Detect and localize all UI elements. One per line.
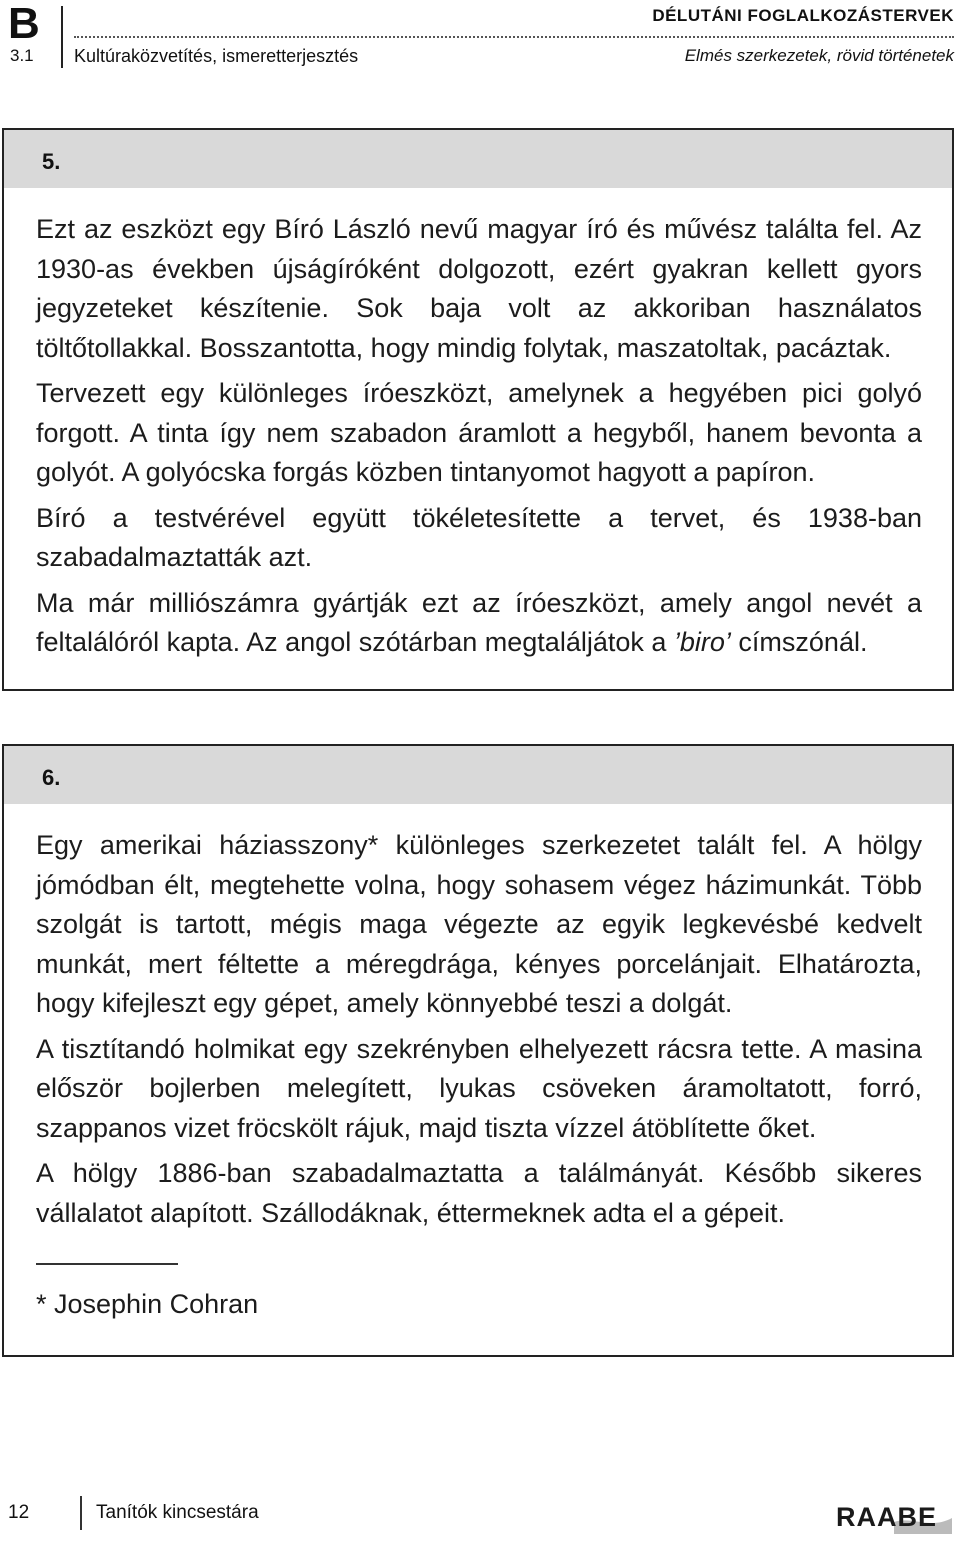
story-box-6: [2, 744, 954, 1357]
header-divider: [61, 6, 63, 68]
footnote: * Josephin Cohran: [36, 1289, 259, 1319]
story-body: [4, 804, 952, 1321]
italic-term: ’biro’: [673, 627, 731, 657]
paragraph-ending: címszónál.: [730, 627, 868, 657]
footnote-separator: [36, 1263, 178, 1265]
publication-name: Tanítók kincsestára: [96, 1502, 259, 1523]
story-box-header: [4, 130, 952, 188]
story-paragraph: [36, 584, 922, 663]
page-number: 12: [8, 1502, 30, 1523]
page-subtitle: Elmés szerkezetek, rövid történetek: [684, 46, 954, 65]
raabe-logo: [834, 1496, 954, 1536]
section-number: 3.1: [10, 46, 34, 65]
story-paragraph: Bíró a testvérével együtt tökéletesítette a tervet, és 1938-ban szabadalmaztatták azt.: [36, 502, 922, 572]
story-paragraph: Egy amerikai háziasszony* különleges szerkezetet talált fel. A hölgy jómódban élt, megtehette volna, hogy sohasem végez házimunkát. Több szolgát is tartott, mégis maga végezte az egyik legkevésbé kedvelt munkát, mert féltette a méregdrága, kényes porcelánjait. Elhatározta, hogy kifejleszt egy gépet, amely könnyebbé teszi a dolgát.: [36, 830, 922, 1018]
story-box-5: [2, 128, 954, 691]
footer-divider: [80, 1496, 82, 1530]
story-body: [4, 188, 952, 663]
story-number: 5.: [42, 149, 61, 174]
paragraph-text: Ma már milliószámra gyártják ezt az íróeszközt, amely angol nevét a feltalálóról kapta. Az angol szótárban megtaláljátok a: [36, 587, 922, 657]
story-paragraph: A hölgy 1886-ban szabadalmaztatta a találmányát. Később sikeres vállalatot alapított. Szállodáknak, éttermeknek adta el a gépeit.: [36, 1158, 922, 1228]
header-dotted-rule: [74, 36, 954, 38]
story-paragraph: A tisztítandó holmikat egy szekrényben elhelyezett rácsra tette. A masina először bojlerben melegített, lyukas csöveken áramoltatott, forró, szappanos vizet fröcskölt rájuk, majd tiszta vízzel átöblítette őket.: [36, 1033, 922, 1143]
story-paragraph: Tervezett egy különleges íróeszközt, amelynek a hegyében pici golyó forgott. A tinta így nem szabadon áramlott a hegyből, hanem bevonta a golyót. A golyócska forgás közben tintanyomot hagyott a papíron.: [36, 378, 922, 487]
page-title: DÉLUTÁNI FOGLALKOZÁSTERVEK: [652, 6, 954, 25]
story-paragraph: Ezt az eszközt egy Bíró László nevű magyar író és művész találta fel. Az 1930-as években újságíróként dolgozott, ezért gyakran kellett gyors jegyzeteket készítenie. Sok baja volt az akkoriban használatos töltőtollakkal. Bosszantotta, hogy mindig folytak, maszatoltak, pacáztak.: [36, 214, 922, 363]
chapter-letter: B: [8, 0, 40, 48]
story-box-header: [4, 746, 952, 804]
story-number: 6.: [42, 765, 61, 790]
logo-text: RAABE: [836, 1502, 938, 1532]
section-title: Kultúraközvetítés, ismeretterjesztés: [74, 46, 359, 66]
